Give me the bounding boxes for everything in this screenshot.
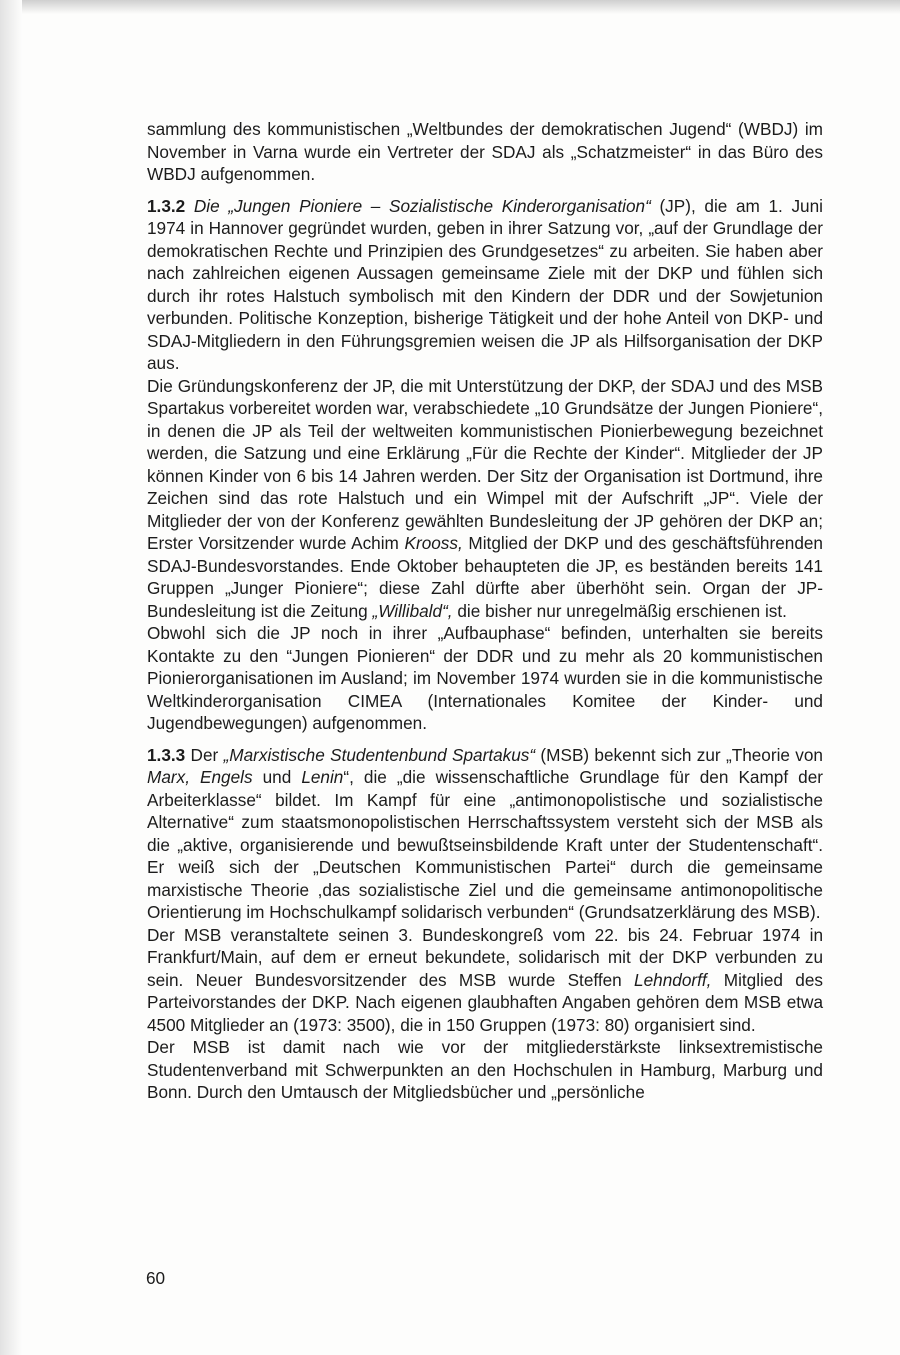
paragraph: [147, 1036, 823, 1104]
scan-top-shadow: [0, 0, 900, 14]
italic-text: Lehndorff,: [634, 969, 712, 990]
italic-text: „Willibald“,: [372, 600, 453, 621]
paragraph: [147, 118, 823, 186]
text-run: “, die „die wissenschaftliche Grundlage für den Kampf der Arbeiterklasse“ bildet. Im Kampf für eine „antimonopolistische und sozialistische Alternative“ zum staatsmonopolistischen Herrschaftssystem versteht sich der MSB als die „aktive, organisierende und bewußtseinsbildende Kraft unter der Studentenschaft“. Er weiß sich der „Deutschen Kommunistischen Partei“ durch die gemeinsame marxistische Theorie ,das sozialistische Ziel und die gemeinsame antimonopolitische Orientierung im Hochschulkampf solidarisch verbunden“ (Grundsatzerklärung des MSB).: [147, 767, 823, 922]
page-number: 60: [146, 1268, 166, 1288]
section-number: 1.3.2: [147, 195, 186, 216]
italic-text: „Marxistische Studentenbund Spartakus“: [223, 744, 536, 765]
paragraph: [147, 744, 823, 924]
italic-text: Marx, Engels: [147, 767, 253, 787]
paragraph: [147, 622, 823, 735]
text-run: (MSB) bekennt sich zur „Theorie von: [535, 744, 823, 765]
italic-text: Die „Jungen Pioniere – Sozialistische Kinderorganisation“: [193, 195, 651, 216]
italic-text: Krooss,: [404, 533, 463, 553]
text-run: Der MSB ist damit nach wie vor der mitgliederstärkste linksextremistische Studentenverband mit Schwerpunkten an den Hochschulen in Hamburg, Marburg und Bonn. Durch den Umtausch der Mitgliedsbücher und „persönliche: [147, 1037, 823, 1102]
scan-left-shadow: [0, 0, 22, 1355]
text-run: Der MSB veranstaltete seinen 3. Bundeskongreß vom 22. bis 24. Februar 1974 in Frankfurt/Main, auf dem er erneut bekundete, solidarisch mit der DKP verbunden zu sein. Neuer Bundesvorsitzender des MSB wurde Steffen: [147, 924, 823, 990]
text-run: (JP), die am 1. Juni 1974 in Hannover gegründet wurden, geben in ihrer Satzung vor, „auf der Grundlage der demokratischen Rechte und Prinzipien des Grundgesetzes“ zu arbeiten. Sie haben aber nach zahlreichen eigenen Aussagen gemeinsame Ziele mit der DKP und fühlen sich durch ihr rotes Halstuch symbolisch mit den Kindern der DDR und der Sowjetunion verbunden. Politische Konzeption, bisherige Tätigkeit und der hohe Anteil von DKP- und SDAJ-Mitgliedern in den Führungsgremien weisen die JP als Hilfsorganisation der DKP aus.: [147, 195, 823, 373]
text-run: sammlung des kommunistischen „Weltbundes der demokratischen Jugend“ (WBDJ) im November in Varna wurde ein Vertreter der SDAJ als „Schatzmeister“ in das Büro des WBDJ aufgenommen.: [147, 119, 823, 184]
paragraph: [147, 375, 823, 623]
text-run: die bisher nur unregelmäßig erschienen ist.: [452, 600, 787, 621]
text-run: Obwohl sich die JP noch in ihrer „Aufbauphase“ befinden, unterhalten sie bereits Kontakte zu den “Jungen Pionieren“ der DDR und zu mehr als 20 kommunistischen Pionierorganisationen im Ausland; im November 1974 wurden sie in die kommunistische Weltkinderorganisation CIMEA (Internationales Komitee der Kinder- und Jugendbewegungen) aufgenommen.: [147, 623, 823, 733]
text-run: [185, 196, 194, 216]
text-run: Mitglied der DKP und des geschäftsführenden SDAJ-Bundesvorstandes. Ende Oktober behaupteten die JP, es beständen bereits 141 Gruppen „Junger Pioniere“; diese Zahl dürfte aber überhöht sein. Organ der JP-Bundesleitung ist die Zeitung: [147, 533, 823, 621]
section-number: 1.3.3: [147, 744, 186, 765]
text-run: Der: [185, 744, 224, 765]
italic-text: Lenin: [301, 767, 344, 787]
text-run: und: [252, 767, 302, 787]
text-run: Die Gründungskonferenz der JP, die mit Unterstützung der DKP, der SDAJ und des MSB Spartakus vorbereitet worden war, verabschiedete „10 Grundsätze der Jungen Pioniere“, in denen die JP als Teil der weltweiten kommunistischen Pionierbewegung bezeichnet werden, die Satzung und eine Erklärung „Für die Rechte der Kinder“. Mitglieder der JP können Kinder von 6 bis 14 Jahren werden. Der Sitz der Organisation ist Dortmund, ihre Zeichen sind das rote Halstuch und ein Wimpel mit der Aufschrift „JP“. Viele der Mitglieder der von der Konferenz gewählten Bundesleitung der JP gehören der DKP an; Erster Vorsitzender wurde Achim: [147, 375, 823, 553]
paragraph: [147, 195, 823, 375]
text-run: Mitglied des Parteivorstandes der DKP. Nach eigenen glaubhaften Angaben gehören dem MSB etwa 4500 Mitglieder an (1973: 3500), die in 150 Gruppen (1973: 80) organisiert sind.: [147, 969, 823, 1035]
paragraph: [147, 924, 823, 1037]
body-text: [147, 118, 823, 1104]
